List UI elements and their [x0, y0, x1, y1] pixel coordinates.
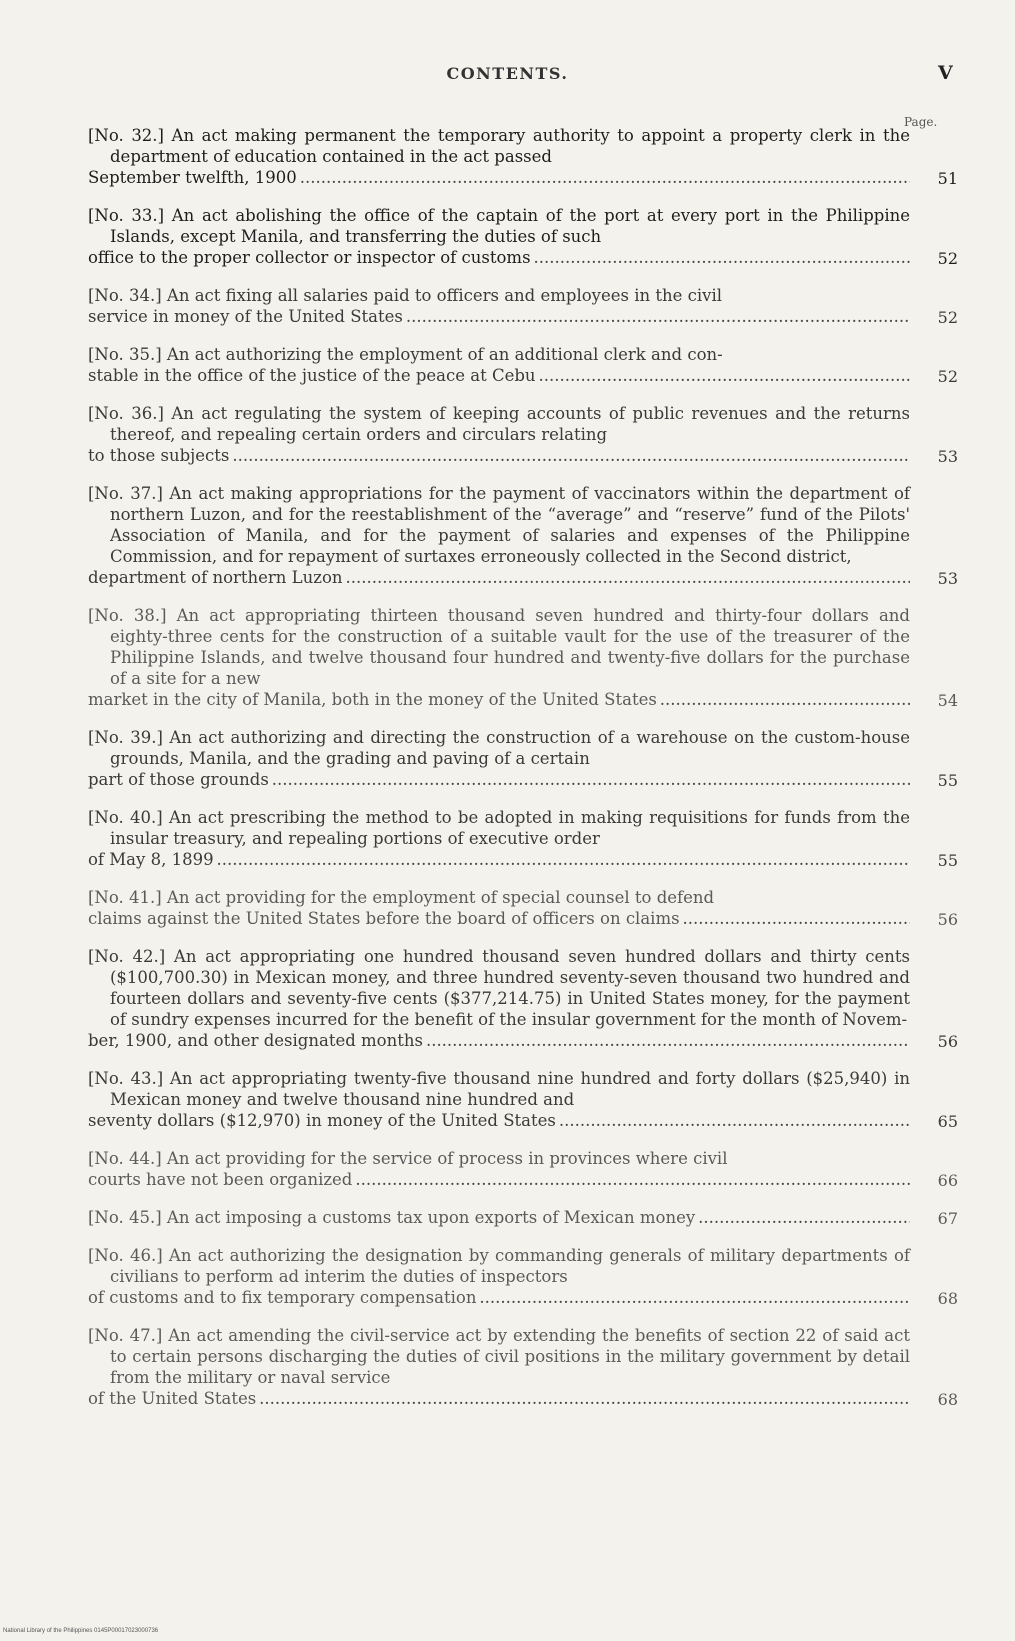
leader-dots: [699, 1207, 910, 1228]
leader-dots: [347, 567, 910, 588]
entry-body: [No. 39.] An act authorizing and directing the construction of a warehouse on the custom-house grounds, Manila, and the grading and paving of a certain: [88, 728, 910, 768]
entry-last-text: stable in the office of the justice of the peace at Cebu: [88, 366, 536, 385]
entry-last-line: [88, 689, 910, 710]
contents-entry: [88, 403, 958, 466]
entry-last-text: September twelfth, 1900: [88, 168, 297, 187]
entry-page-number: 52: [937, 249, 958, 268]
leader-dots: [560, 1110, 910, 1131]
entry-body: [No. 40.] An act prescribing the method to be adopted in making requisitions for funds from the insular treasury, and repealing portions of executive order: [88, 808, 910, 848]
entry-last-text: of the United States: [88, 1389, 257, 1408]
entry-text: [88, 887, 910, 929]
leader-dots: [427, 1030, 910, 1051]
entry-body: [No. 38.] An act appropriating thirteen thousand seven hundred and thirty-four dollars and eighty-three cents for the construction of a suitable vault for the use of the treasurer of the Philippine Islands, and twelve thousand four hundred and twenty-five dollars for the purchase of a site for a new: [88, 606, 910, 688]
entry-last-text: service in money of the United States: [88, 307, 403, 326]
contents-entry: [88, 344, 958, 386]
entry-body: [No. 32.] An act making permanent the temporary authority to appoint a property clerk in the department of education contained in the act passed: [88, 126, 910, 166]
entry-page-number: 52: [937, 367, 958, 386]
leader-dots: [535, 247, 910, 268]
entry-page-number: 68: [937, 1289, 958, 1308]
entry-page-number: 51: [937, 169, 958, 188]
entry-last-text: courts have not been organized: [88, 1170, 353, 1189]
entry-last-line: [88, 1169, 910, 1190]
entry-last-line: [88, 247, 910, 268]
entry-last-text: of customs and to fix temporary compensation: [88, 1288, 477, 1307]
entry-page-number: 55: [937, 771, 958, 790]
leader-dots: [273, 769, 910, 790]
entry-text: [88, 483, 910, 588]
entry-page-number: 56: [937, 910, 958, 929]
entry-text: [88, 807, 910, 870]
entry-text: [88, 125, 910, 188]
entry-body: [No. 43.] An act appropriating twenty-five thousand nine hundred and forty dollars ($25,940) in Mexican money and twelve thousand nine hundred and: [88, 1069, 910, 1109]
entry-page-number: 53: [937, 569, 958, 588]
footer-note: National Library of the Philippines 0145P00017023000736: [3, 1628, 159, 1634]
page-column-label: Page.: [904, 115, 938, 129]
entry-text: [88, 946, 910, 1051]
entry-text: [88, 1325, 910, 1409]
entry-last-line: [88, 567, 910, 588]
contents-entry: [88, 483, 958, 588]
entry-last-line: [88, 306, 910, 327]
entry-last-line: [88, 445, 910, 466]
entry-text: [88, 1148, 910, 1190]
entry-last-text: office to the proper collector or inspector of customs: [88, 248, 531, 267]
leader-dots: [218, 849, 910, 870]
entry-page-number: 65: [937, 1112, 958, 1131]
entry-text: [88, 285, 910, 327]
entry-body: [No. 33.] An act abolishing the office of the captain of the port at every port in the Philippine Islands, except Manila, and transferring the duties of such: [88, 206, 910, 246]
entry-text: [88, 205, 910, 268]
entry-last-text: seventy dollars ($12,970) in money of the United States: [88, 1111, 556, 1130]
entry-last-line: [88, 849, 910, 870]
entry-last-line: [88, 1030, 910, 1051]
entry-page-number: 67: [937, 1209, 958, 1228]
entry-last-text: of May 8, 1899: [88, 850, 214, 869]
entry-last-text: to those subjects: [88, 446, 230, 465]
entry-last-line: [88, 365, 910, 386]
entry-page-number: 68: [937, 1390, 958, 1409]
entry-page-number: 56: [937, 1032, 958, 1051]
entry-text: [88, 727, 910, 790]
contents-entry: [88, 727, 958, 790]
entry-last-text: part of those grounds: [88, 770, 269, 789]
entry-page-number: 53: [937, 447, 958, 466]
leader-dots: [540, 365, 910, 386]
contents-entry: [88, 807, 958, 870]
entry-text: [88, 403, 910, 466]
entry-last-line: [88, 1287, 910, 1308]
entry-page-number: 55: [937, 851, 958, 870]
entry-text: [88, 605, 910, 710]
leader-dots: [356, 1169, 910, 1190]
entry-text: [88, 1068, 910, 1131]
entry-last-text: market in the city of Manila, both in the money of the United States: [88, 690, 657, 709]
contents-entry: [88, 1148, 958, 1190]
contents-entry: [88, 1325, 958, 1409]
entry-last-text: ber, 1900, and other designated months: [88, 1031, 423, 1050]
entry-last-line: [88, 908, 910, 929]
entry-last-text: [No. 45.] An act imposing a customs tax upon exports of Mexican money: [88, 1208, 696, 1227]
entry-last-text: claims against the United States before the board of officers on claims: [88, 909, 680, 928]
entry-body: [No. 47.] An act amending the civil-service act by extending the benefits of section 22 of said act to certain persons discharging the duties of civil positions in the military government by detail from the military or naval service: [88, 1326, 910, 1387]
leader-dots: [233, 445, 910, 466]
contents-list: [88, 125, 958, 1426]
entry-last-line: [88, 1388, 910, 1409]
leader-dots: [301, 167, 910, 188]
page-title: CONTENTS.: [446, 64, 569, 83]
entry-page-number: 54: [937, 691, 958, 710]
leader-dots: [684, 908, 910, 929]
entry-last-line: [88, 769, 910, 790]
entry-body: [No. 35.] An act authorizing the employment of an additional clerk and con-: [88, 345, 723, 364]
leader-dots: [260, 1388, 910, 1409]
contents-entry: [88, 946, 958, 1051]
entry-text: [88, 1245, 910, 1308]
contents-entry: [88, 1207, 958, 1228]
entry-page-number: 66: [937, 1171, 958, 1190]
entry-last-line: [88, 167, 910, 188]
entry-body: [No. 36.] An act regulating the system of keeping accounts of public revenues and the returns thereof, and repealing certain orders and circulars relating: [88, 404, 910, 444]
entry-last-line: [88, 1207, 910, 1228]
contents-entry: [88, 205, 958, 268]
entry-body: [No. 44.] An act providing for the service of process in provinces where civil: [88, 1149, 728, 1168]
entry-body: [No. 37.] An act making appropriations for the payment of vaccinators within the department of northern Luzon, and for the reestablishment of the “average” and “reserve” fund of the Pilots' Association of Manila, and for the payment of salaries and expenses of the Philippine Commission, and for repayment of surtaxes erroneously collected in the Second district,: [88, 484, 910, 566]
contents-entry: [88, 1245, 958, 1308]
entry-text: [88, 1207, 910, 1228]
leader-dots: [480, 1287, 910, 1308]
entry-body: [No. 46.] An act authorizing the designation by commanding generals of military departments of civilians to perform ad interim the duties of inspectors: [88, 1246, 910, 1286]
entry-last-line: [88, 1110, 910, 1131]
page-number-roman: V: [938, 62, 953, 84]
entry-body: [No. 42.] An act appropriating one hundred thousand seven hundred dollars and thirty cents ($100,700.30) in Mexican money, and three hundred seventy-seven thousand two hundred and fourteen dollars and seventy-five cents ($377,214.75) in United States money, for the payment of sundry expenses incurred for the benefit of the insular government for the month of Novem-: [88, 947, 910, 1029]
leader-dots: [407, 306, 910, 327]
contents-entry: [88, 887, 958, 929]
entry-page-number: 52: [937, 308, 958, 327]
contents-entry: [88, 125, 958, 188]
entry-last-text: department of northern Luzon: [88, 568, 343, 587]
entry-body: [No. 41.] An act providing for the employment of special counsel to defend: [88, 888, 715, 907]
entry-text: [88, 344, 910, 386]
entry-body: [No. 34.] An act fixing all salaries paid to officers and employees in the civil: [88, 286, 723, 305]
contents-entry: [88, 285, 958, 327]
contents-entry: [88, 605, 958, 710]
contents-entry: [88, 1068, 958, 1131]
leader-dots: [661, 689, 910, 710]
